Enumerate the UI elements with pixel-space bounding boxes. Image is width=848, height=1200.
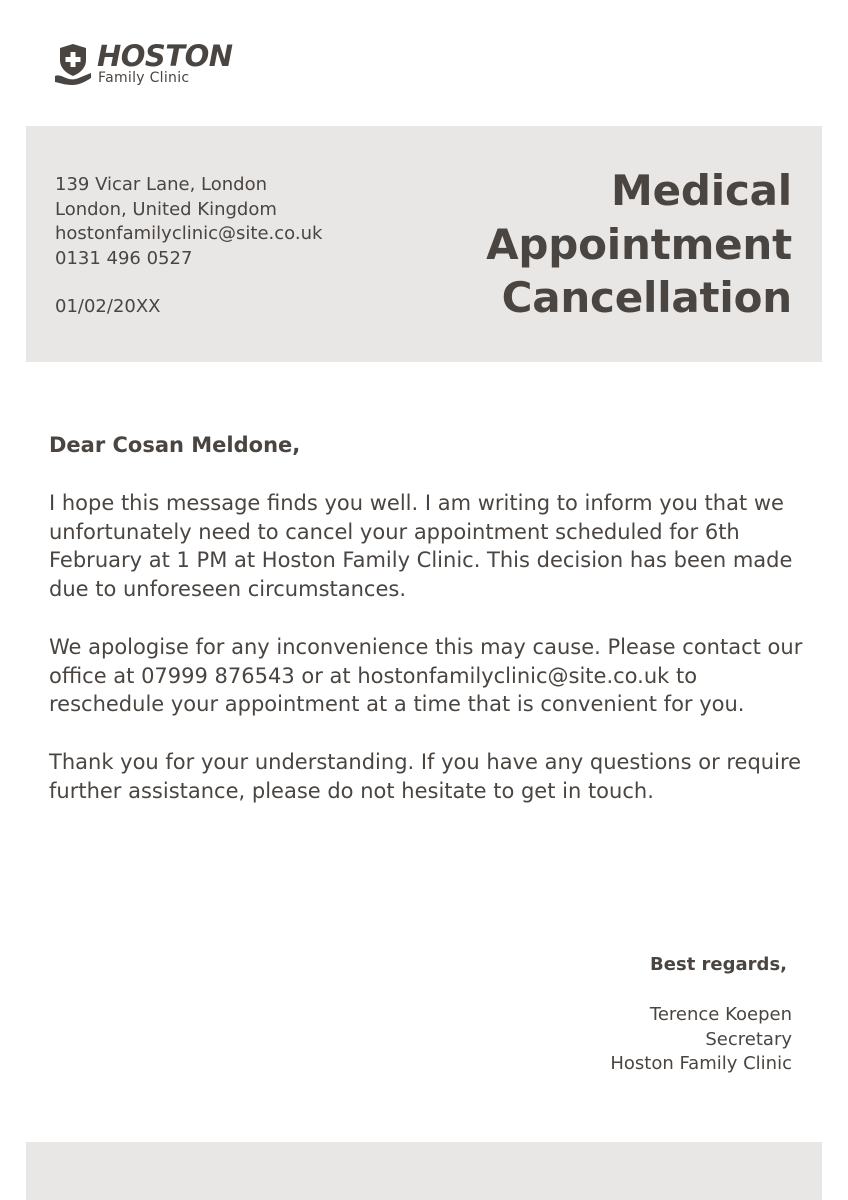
document-title	[486, 164, 792, 325]
clinic-logo	[53, 40, 253, 90]
sender-address	[55, 173, 322, 320]
title-line: Appointment	[486, 219, 792, 269]
address-phone: 0131 496 0527	[55, 247, 193, 269]
footer-band	[26, 1142, 822, 1200]
signoff: Best regards,	[650, 954, 787, 975]
logo-subtitle: Family Clinic	[98, 70, 190, 86]
header-band	[26, 126, 822, 362]
signer-organisation: Hoston Family Clinic	[610, 1053, 792, 1074]
title-line: Medical	[611, 166, 792, 215]
salutation: Dear Cosan Meldone,	[49, 433, 301, 457]
logo-name: HOSTON	[97, 39, 233, 73]
body-paragraph: I hope this message finds you well. I am writing to inform you that we unfortunately need to cancel your appointment scheduled for 6th February at 1 PM at Hoston Family Clinic. This decision has been made due to unforeseen circumstances.	[49, 491, 793, 602]
body-paragraph: We apologise for any inconvenience this may cause. Please contact our office at 07999 876543 or at hostonfamilyclinic@site.co.uk to reschedule your appointment at a time that is convenient for you.	[49, 634, 803, 717]
address-line: 139 Vicar Lane, London	[55, 174, 268, 195]
address-line: London, United Kingdom	[55, 198, 277, 220]
signer-name: Terence Koepen	[649, 1004, 792, 1025]
address-email: hostonfamilyclinic@site.co.uk	[55, 223, 323, 244]
letter-body	[49, 489, 809, 834]
signer-role: Secretary	[705, 1028, 792, 1050]
title-line: Cancellation	[501, 273, 792, 322]
body-paragraph: Thank you for your understanding. If you have any questions or require further assistance, please do not hesitate to get in touch.	[49, 749, 802, 803]
letter-date: 01/02/20XX	[55, 296, 161, 317]
shield-cross-hand-icon	[53, 42, 93, 86]
signature-block	[610, 1003, 792, 1077]
